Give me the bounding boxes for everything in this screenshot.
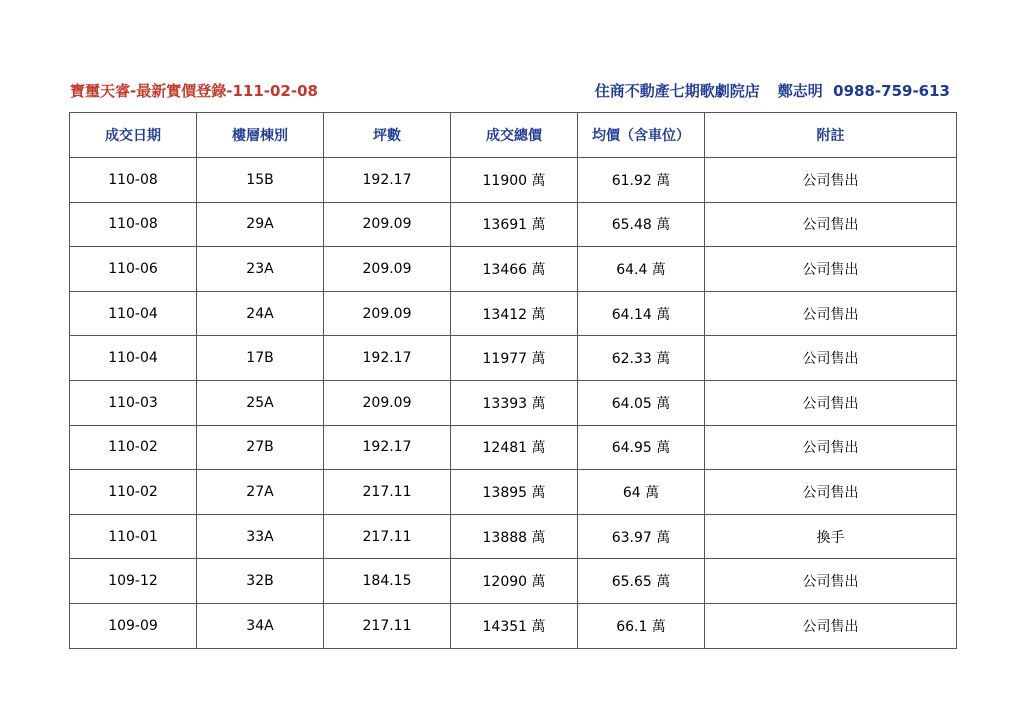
cell-date: 110-08 [70,202,197,247]
cell-unit: 17B [197,336,324,381]
table-row [70,470,957,515]
agent-name: 鄭志明 [777,82,823,100]
cell-avg-price: 61.92 萬 [578,158,705,203]
cell-avg-price: 63.97 萬 [578,514,705,559]
column-header-avg-price: 均價（含車位） [578,113,705,158]
cell-date: 110-04 [70,291,197,336]
cell-avg-price: 66.1 萬 [578,603,705,648]
cell-note: 公司售出 [705,470,957,515]
table-row [70,158,957,203]
cell-area: 192.17 [324,336,451,381]
table-row [70,603,957,648]
cell-date: 110-03 [70,380,197,425]
cell-total-price: 12090 萬 [451,559,578,604]
cell-note: 公司售出 [705,559,957,604]
cell-area: 192.17 [324,425,451,470]
table-row [70,247,957,292]
cell-date: 110-01 [70,514,197,559]
cell-note: 公司售出 [705,158,957,203]
cell-avg-price: 64.4 萬 [578,247,705,292]
page-title: 寶璽天睿-最新實價登錄-111-02-08 [70,82,318,100]
column-header-total-price: 成交總價 [451,113,578,158]
cell-unit: 15B [197,158,324,203]
cell-unit: 27A [197,470,324,515]
cell-area: 209.09 [324,380,451,425]
cell-unit: 29A [197,202,324,247]
table-row [70,336,957,381]
cell-area: 217.11 [324,603,451,648]
cell-avg-price: 65.48 萬 [578,202,705,247]
cell-unit: 34A [197,603,324,648]
cell-total-price: 13691 萬 [451,202,578,247]
agent-contact [595,80,950,101]
cell-total-price: 13393 萬 [451,380,578,425]
cell-date: 110-08 [70,158,197,203]
cell-total-price: 12481 萬 [451,425,578,470]
cell-note: 換手 [705,514,957,559]
agency-name: 住商不動產七期歌劇院店 [594,82,760,100]
table-row [70,202,957,247]
cell-unit: 24A [197,291,324,336]
cell-area: 217.11 [324,470,451,515]
cell-date: 109-09 [70,603,197,648]
cell-area: 217.11 [324,514,451,559]
cell-area: 209.09 [324,291,451,336]
table-header-row [70,113,957,158]
cell-area: 184.15 [324,559,451,604]
transaction-table [69,112,957,649]
cell-unit: 32B [197,559,324,604]
cell-avg-price: 64.95 萬 [578,425,705,470]
column-header-unit: 樓層棟別 [197,113,324,158]
table-row [70,291,957,336]
agent-phone: 0988-759-613 [833,82,950,100]
table-row [70,380,957,425]
cell-date: 109-12 [70,559,197,604]
column-header-date: 成交日期 [70,113,197,158]
cell-date: 110-02 [70,425,197,470]
cell-avg-price: 65.65 萬 [578,559,705,604]
cell-note: 公司售出 [705,202,957,247]
cell-note: 公司售出 [705,247,957,292]
cell-unit: 25A [197,380,324,425]
table-row [70,425,957,470]
cell-total-price: 13888 萬 [451,514,578,559]
column-header-note: 附註 [705,113,957,158]
cell-unit: 27B [197,425,324,470]
cell-total-price: 13895 萬 [451,470,578,515]
cell-date: 110-04 [70,336,197,381]
table-body [70,158,957,649]
cell-avg-price: 64.05 萬 [578,380,705,425]
cell-total-price: 13412 萬 [451,291,578,336]
table-row [70,514,957,559]
cell-area: 192.17 [324,158,451,203]
cell-unit: 23A [197,247,324,292]
cell-total-price: 14351 萬 [451,603,578,648]
cell-note: 公司售出 [705,380,957,425]
cell-total-price: 11900 萬 [451,158,578,203]
cell-note: 公司售出 [705,603,957,648]
cell-avg-price: 64.14 萬 [578,291,705,336]
table-row [70,559,957,604]
cell-note: 公司售出 [705,336,957,381]
cell-area: 209.09 [324,202,451,247]
cell-note: 公司售出 [705,425,957,470]
cell-avg-price: 64 萬 [578,470,705,515]
cell-unit: 33A [197,514,324,559]
cell-area: 209.09 [324,247,451,292]
cell-avg-price: 62.33 萬 [578,336,705,381]
column-header-area: 坪數 [324,113,451,158]
cell-total-price: 11977 萬 [451,336,578,381]
cell-date: 110-02 [70,470,197,515]
cell-total-price: 13466 萬 [451,247,578,292]
cell-note: 公司售出 [705,291,957,336]
cell-date: 110-06 [70,247,197,292]
